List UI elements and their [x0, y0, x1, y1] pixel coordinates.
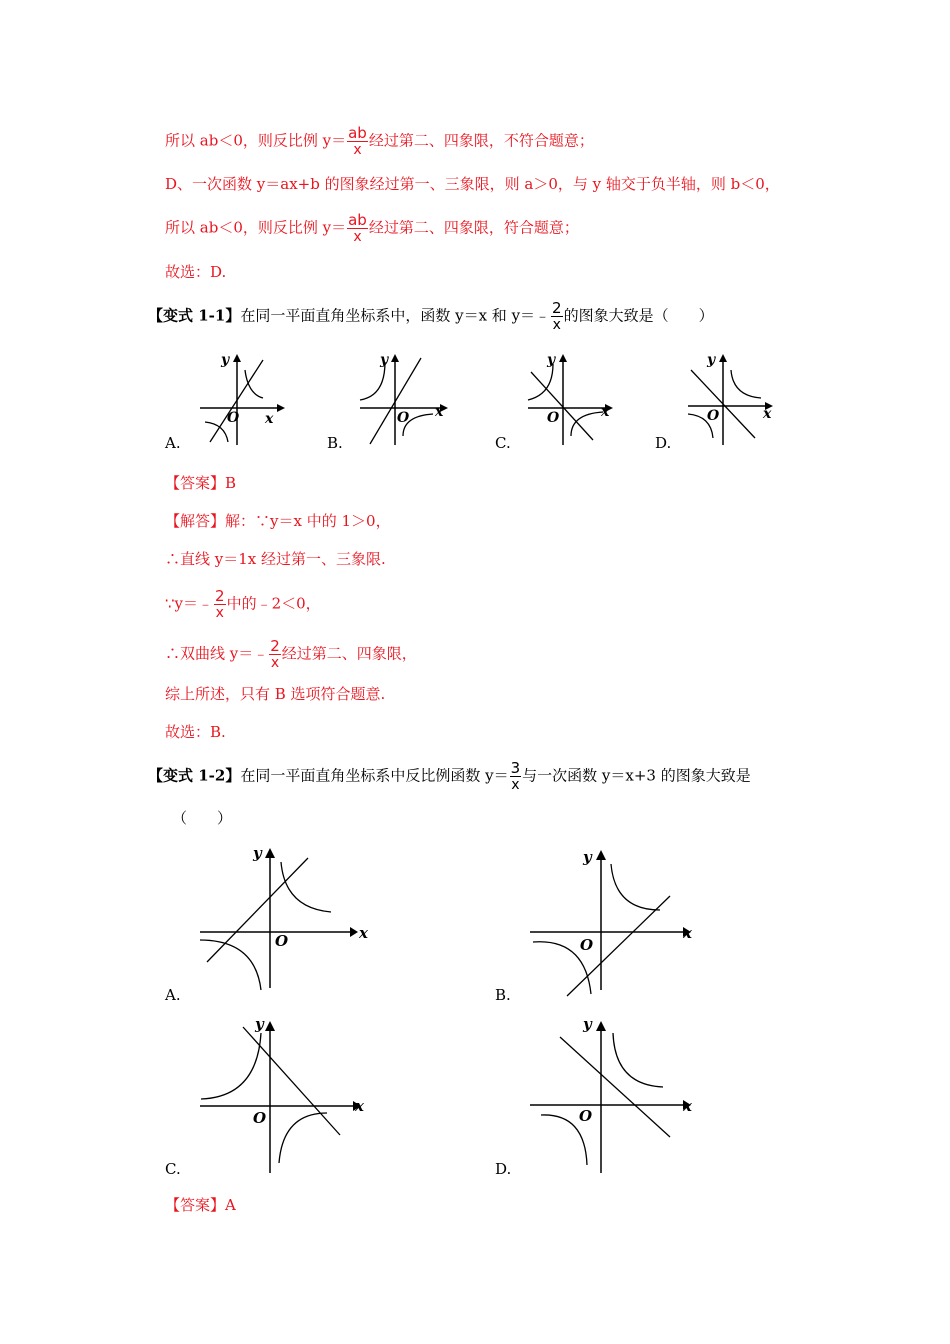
fraction: [551, 300, 563, 333]
option-label-d: D.: [655, 434, 672, 452]
x-axis-label: x: [359, 924, 368, 942]
solution-text: 解：∵y＝x 中的 1＞0，: [225, 512, 391, 530]
solution-text: ∵y＝﹣: [165, 594, 214, 613]
option-label-a: A.: [165, 986, 181, 1004]
y-axis-label: y: [583, 1015, 592, 1033]
fraction-numerator: 2: [552, 299, 562, 317]
question-1-1-stem: [148, 300, 714, 333]
graph-option-b: [355, 350, 450, 450]
fraction-numerator: 2: [215, 587, 225, 605]
y-axis-label: y: [547, 352, 556, 368]
solution-text: ∴双曲线 y＝﹣: [165, 644, 269, 663]
origin-label: O: [253, 1109, 267, 1127]
option-label-d: D.: [495, 1160, 512, 1178]
fraction-numerator: 2: [270, 637, 280, 655]
solution-line-3: [165, 212, 579, 245]
solution-text: 经过第二、四象限，: [281, 644, 417, 663]
answer-line: [165, 473, 236, 493]
fraction-numerator: ab: [348, 211, 367, 229]
fraction-denominator: x: [353, 142, 362, 158]
solution-line: [165, 511, 391, 531]
origin-label: O: [707, 408, 720, 424]
x-axis-label: x: [601, 404, 610, 420]
fraction-numerator: 3: [510, 759, 521, 777]
solution-tag: 【解答】: [165, 512, 226, 530]
question-text: 在同一平面直角坐标系中，函数 y＝x 和 y＝﹣: [240, 306, 551, 325]
origin-label: O: [579, 1107, 593, 1125]
graph-option-a: [195, 840, 375, 990]
question-1-2-stem: [148, 760, 751, 793]
solution-line-1: [165, 125, 594, 158]
origin-label: O: [547, 410, 560, 426]
answer-paren: （ ）: [172, 809, 233, 827]
y-axis-label: y: [380, 352, 389, 368]
graph-option-d: [525, 1013, 705, 1178]
solution-text: 中的﹣2＜0，: [226, 594, 321, 613]
answer-value: B: [225, 474, 237, 492]
fraction: [510, 760, 522, 793]
solution-line: 综上所述，只有 B 选项符合题意.: [165, 685, 386, 703]
x-axis-label: x: [265, 411, 274, 427]
option-label-b: B.: [327, 434, 343, 452]
solution-line: ∴直线 y＝1x 经过第一、三象限.: [165, 550, 386, 568]
fraction: [214, 588, 226, 621]
graph-option-b: [525, 840, 705, 1000]
question-text: 在同一平面直角坐标系中反比例函数 y＝: [240, 766, 509, 785]
y-axis-label: y: [583, 848, 592, 866]
answer-tag: 【答案】: [165, 1196, 226, 1214]
solution-choice: 故选：D.: [165, 263, 227, 281]
graph-option-a: [195, 350, 285, 450]
graph-option-c: [195, 1013, 375, 1178]
origin-label: O: [397, 410, 410, 426]
solution-line: [165, 638, 417, 671]
fraction-denominator: x: [353, 229, 362, 245]
solution-line: [165, 588, 321, 621]
fraction-denominator: x: [511, 777, 520, 793]
solution-line-2: D、一次函数 y＝ax+b 的图象经过第一、三象限，则 a＞0，与 y 轴交于负半轴，则 b＜0，: [165, 175, 780, 193]
fraction: [347, 125, 368, 158]
origin-label: O: [227, 410, 240, 426]
question-tag: 【变式 1-2】: [148, 766, 241, 785]
fraction-denominator: x: [270, 655, 280, 671]
x-axis-label: x: [683, 1097, 692, 1115]
x-axis-label: x: [435, 404, 444, 420]
y-axis-label: y: [707, 352, 716, 368]
fraction-denominator: x: [552, 317, 561, 333]
question-text: 与一次函数 y＝x+3 的图象大致是: [522, 766, 751, 785]
x-axis-label: x: [355, 1097, 364, 1115]
y-axis-label: y: [253, 844, 262, 862]
y-axis-label: y: [255, 1015, 264, 1033]
answer-line: [165, 1195, 236, 1215]
answer-tag: 【答案】: [165, 474, 226, 492]
origin-label: O: [275, 932, 289, 950]
option-label-a: A.: [165, 434, 181, 452]
fraction: [347, 212, 368, 245]
option-label-b: B.: [495, 986, 511, 1004]
solution-text: 经过第二、四象限，符合题意；: [368, 218, 579, 237]
option-label-c: C.: [165, 1160, 181, 1178]
question-tag: 【变式 1-1】: [148, 306, 241, 325]
graph-option-d: [683, 350, 778, 450]
fraction-numerator: ab: [348, 124, 367, 142]
solution-choice: 故选：B.: [165, 723, 226, 741]
fraction-denominator: x: [215, 605, 224, 621]
fraction: [269, 638, 281, 671]
question-text: 的图象大致是（ ）: [563, 306, 714, 325]
solution-text: 经过第二、四象限，不符合题意；: [368, 131, 594, 150]
solution-text: 所以 ab＜0，则反比例 y＝: [165, 131, 347, 150]
solution-text: 所以 ab＜0，则反比例 y＝: [165, 218, 347, 237]
x-axis-label: x: [763, 406, 772, 422]
origin-label: O: [580, 936, 594, 954]
y-axis-label: y: [221, 352, 230, 368]
x-axis-label: x: [683, 924, 692, 942]
answer-value: A: [225, 1196, 236, 1214]
graph-option-c: [523, 350, 618, 450]
option-label-c: C.: [495, 434, 511, 452]
